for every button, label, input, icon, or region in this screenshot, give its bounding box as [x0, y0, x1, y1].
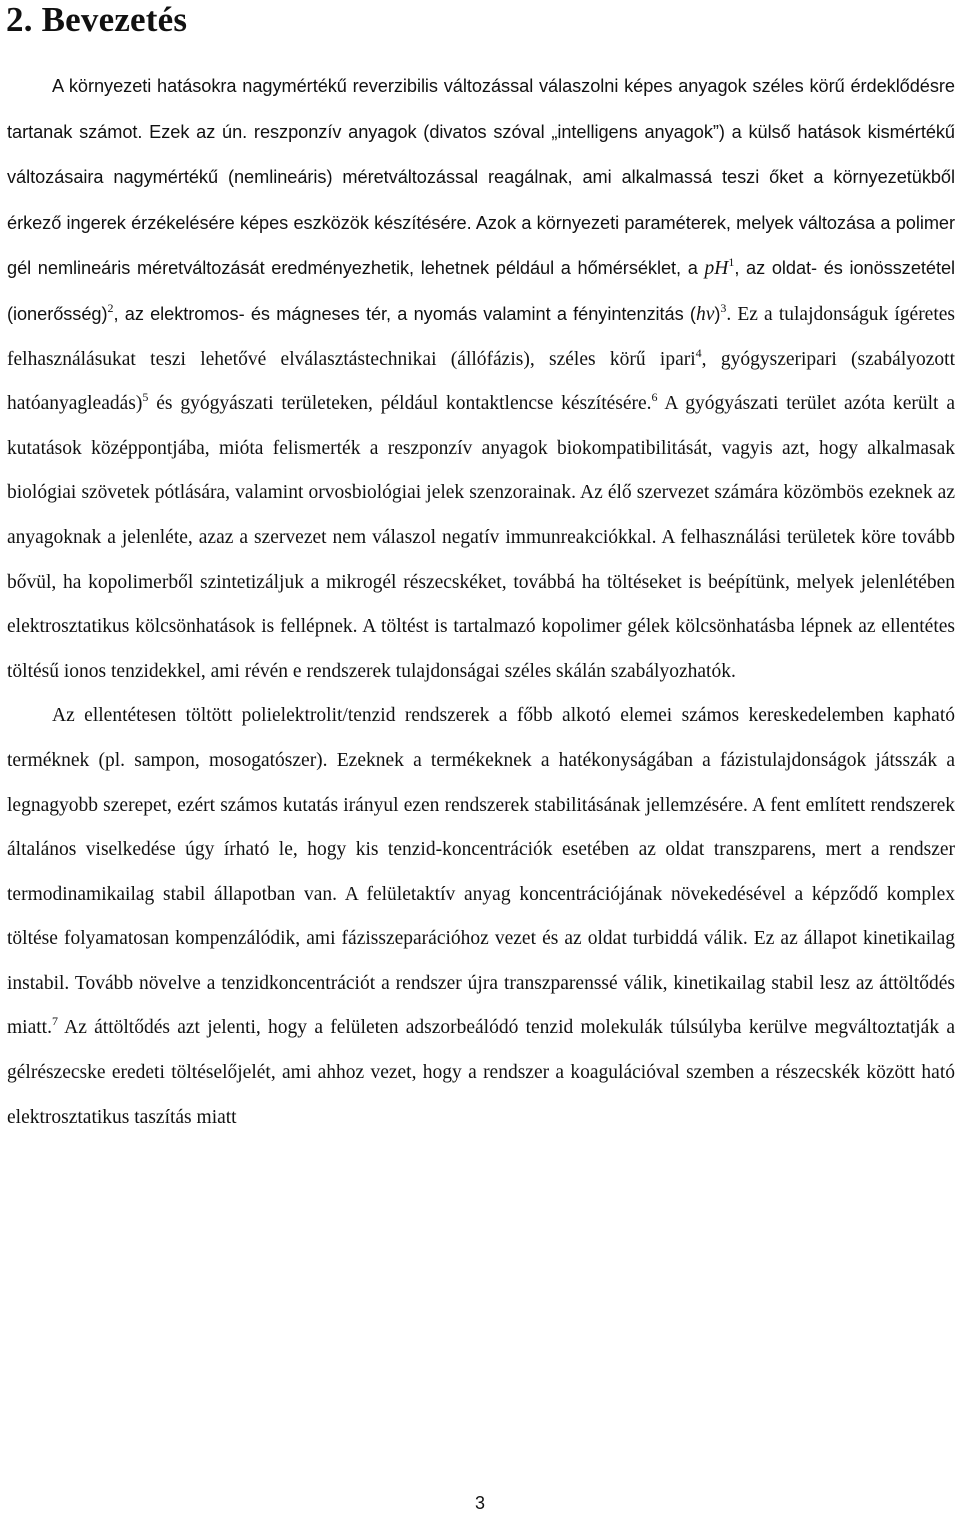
paragraph-2	[7, 694, 955, 1140]
paragraph-1	[7, 64, 955, 694]
paragraph-1-text-b: reszponzív anyagok (divatos szóval „intelligens anyagok”) a külső hatások kismértékű változásaira nagymértékű (nemlineáris) méretváltozással reagálnak, ami alkalmassá teszi őket a környezetükből érkező ingerek érzékelésére képes eszközök készítésére.	[7, 121, 955, 233]
paragraph-1-text-a: A környezeti hatásokra nagymértékű reverzibilis változással válaszolni képes anyagok széles körű érdeklődésre tartanak számot. Ezek az ún.	[7, 76, 955, 142]
paragraph-1-text-f: )	[714, 303, 721, 324]
body-text	[7, 64, 955, 1140]
paragraph-1-text-j: A gyógyászati terület azóta került a kutatások középpontjába, mióta felismerték a reszponzív anyagok biokompatibilitását, vagyis azt, hogy alkalmasak biológiai szövetek pótlására, valamint orvosbiológiai jelek szenzorainak. Az élő szervezet számára közömbös ezeknek az anyagoknak a jelenléte, azaz a szervezet nem válaszol negatív immunreakciókkal. A felhasználási területek köre tovább bővül, ha kopolimerből szintetizáljuk a mikrogél részecskéket, továbbá ha töltéseket is beépítünk, melyek jelenlétében elektrosztatikus kölcsönhatások is fellépnek. A töltést is tartalmazó kopolimer gélek kölcsönhatásba lépnek az ellentétes töltésű ionos tenzidekkel, ami révén e rendszerek tulajdonságai széles skálán szabályozhatók.	[7, 393, 955, 682]
paragraph-2-text-b: Az áttöltődés azt jelenti, hogy a felületen adszorbeálódó tenzid molekulák túlsúlyba kerülve megváltoztatják a gélrészecske eredeti töltéselőjelét, ami ahhoz vezet, hogy a rendszer a koagulációval szemben a részecskék között ható elektrosztatikus taszítás miatt	[7, 1017, 955, 1128]
reference-1: 1	[728, 255, 735, 270]
reference-5: 5	[142, 390, 149, 405]
paragraph-1-text-e: , az elektromos- és mágneses tér, a nyomás valamint a fényintenzitás (	[113, 303, 696, 324]
reference-4: 4	[695, 345, 702, 360]
paragraph-1-text-c: Azok a környezeti paraméterek, melyek változása a polimer gél nemlineáris méretváltozását eredményezhetik, lehetnek például a hőmérséklet, a	[7, 212, 955, 279]
reference-7: 7	[51, 1014, 58, 1029]
paragraph-2-text-a: Az ellentétesen töltött polielektrolit/tenzid rendszerek a főbb alkotó elemei számos kereskedelemben kapható terméknek (pl. sampon, mosogatószer). Ezeknek a termékeknek a hatékonyságában a fázistulajdonságok játsszák a legnagyobb szerepet, ezért számos kutatás irányul ezen rendszerek stabilitásának jellemzésére. A fent említett rendszerek általános viselkedése úgy írható le, hogy kis tenzid-koncentrációk esetében az oldat transzparens, mert a rendszer termodinamikailag stabil állapotban van. A felületaktív anyag koncentrációjának növekedésével a képződő komplex töltése folyamatosan kompenzálódik, ami fázisszeparációhoz vezet és az oldat turbiddá válik. Ez az állapot kinetikailag instabil. Tovább növelve a tenzidkoncentrációt a rendszer újra transzparenssé válik, kinetikailag stabil lesz az áttöltődés miatt.	[7, 705, 955, 1039]
paragraph-1-text-h: , gyógyszeripari (szabályozott hatóanyagleadás)	[7, 348, 955, 415]
section-heading: 2. Bevezetés	[6, 0, 188, 39]
reference-2: 2	[107, 300, 114, 315]
paragraph-1-text-d: , az oldat- és ionösszetétel (ionerősség)	[7, 258, 956, 324]
reference-6: 6	[651, 390, 658, 405]
page-number: 3	[474, 1493, 485, 1513]
paragraph-1-text-g: . Ez a tulajdonságuk ígéretes felhasználásukat teszi lehetővé elválasztástechnikai (állófázis), széles körű ipari	[7, 303, 955, 370]
ph-symbol: pH	[704, 258, 729, 280]
paragraph-1-text-i: és gyógyászati területeken, például kontaktlencse készítésére.	[148, 393, 652, 415]
reference-3: 3	[720, 300, 727, 315]
hv-symbol: hν	[695, 303, 715, 325]
